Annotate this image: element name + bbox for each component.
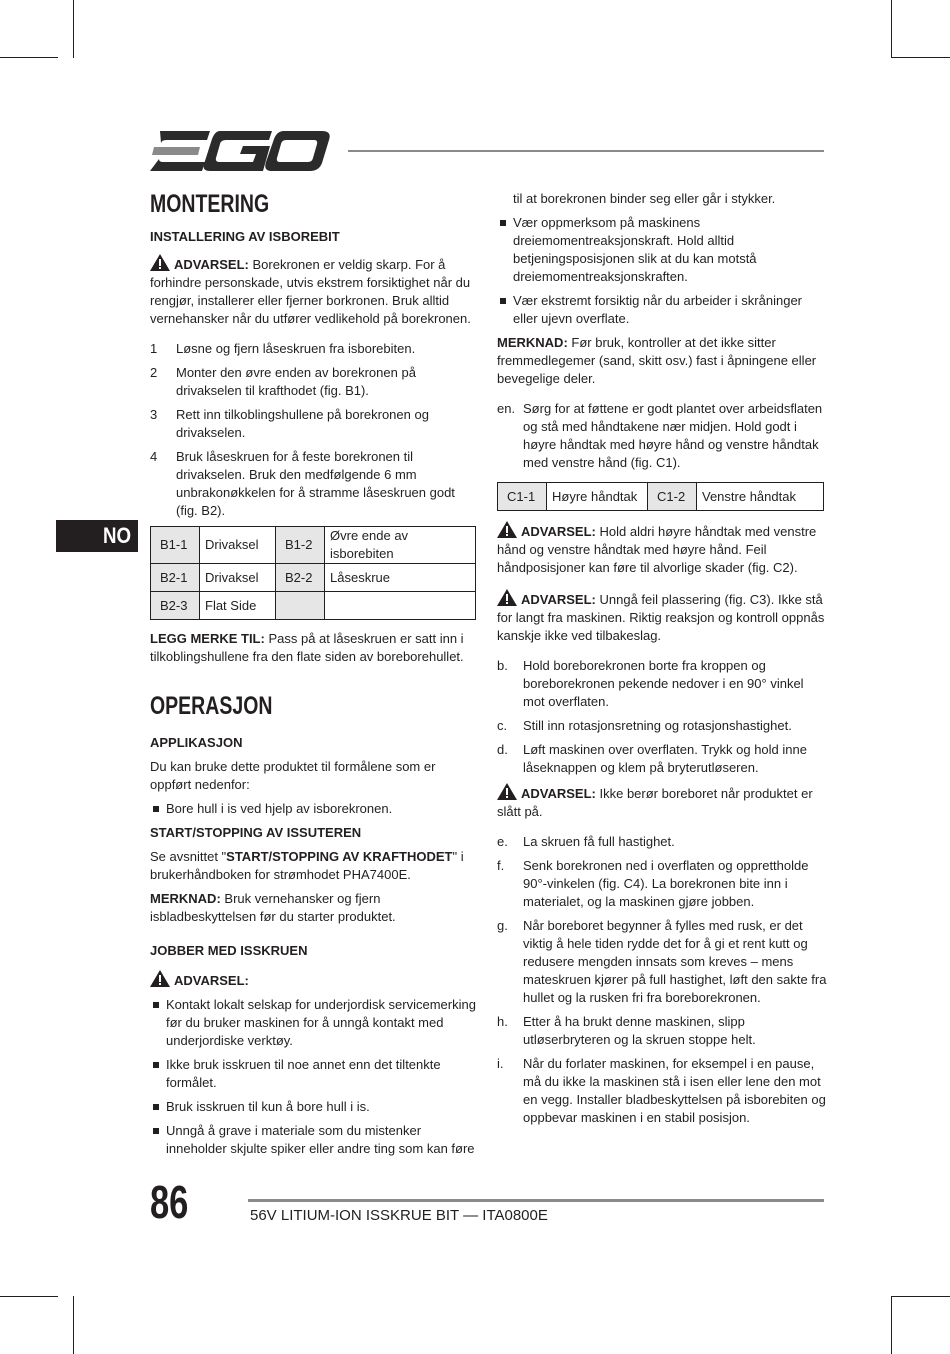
table-cell: Venstre håndtak bbox=[697, 483, 824, 511]
step-text: Løsne og fjern låseskruen fra isborebiten. bbox=[176, 341, 416, 356]
note-paragraph bbox=[150, 890, 477, 926]
warning-icon bbox=[497, 521, 517, 538]
section-title-operasjon: OPERASJON bbox=[150, 692, 273, 720]
table-cell: C1-2 bbox=[648, 483, 697, 511]
note-paragraph bbox=[497, 334, 827, 388]
table-cell: Drivaksel bbox=[200, 527, 276, 564]
list-item bbox=[497, 741, 827, 777]
list-item bbox=[497, 833, 827, 851]
step-text: Når du forlater maskinen, for eksempel i en pause, må du ikke la maskinen stå i isen eller lene den mot en vegg. Installer bladbeskyttelsen på isborebiten og oppbevar maskinen i en stabil posisjon. bbox=[523, 1056, 826, 1125]
bullet-icon bbox=[150, 1056, 166, 1092]
bullet-icon bbox=[150, 800, 166, 818]
step-text: Still inn rotasjonsretning og rotasjonshastighet. bbox=[523, 718, 792, 733]
right-column bbox=[497, 190, 827, 1133]
text-span: Se avsnittet " bbox=[150, 849, 227, 864]
step-number: c. bbox=[497, 718, 508, 733]
list-item bbox=[150, 996, 477, 1050]
step-number: i. bbox=[497, 1056, 504, 1071]
crop-mark bbox=[892, 1296, 950, 1297]
note-paragraph bbox=[150, 630, 477, 666]
footer-product: 56V LITIUM-ION ISSKRUE BIT — ITA0800E bbox=[250, 1207, 548, 1224]
warning-paragraph bbox=[497, 589, 827, 645]
step-number: 1 bbox=[150, 341, 158, 356]
warning-text: Borekronen er veldig skarp. For å forhindre personskade, utvis ekstrem forsiktighet når du rengjør, installerer eller fjerner borkronen. Bruk alltid vernehansker når du utfører vedlikehold på borekronen. bbox=[150, 257, 471, 326]
step-text: Sørg for at føttene er godt plantet over arbeidsflaten og stå med håndtakene nær midjen. Hold godt i høyre håndtak med høyre hånd og venstre håndtak med venstre hånd (fig. C1). bbox=[523, 401, 823, 470]
parts-table-b bbox=[150, 526, 476, 620]
subsection-title: JOBBER MED ISSKRUEN bbox=[150, 943, 308, 958]
bullet-text: Vær ekstremt forsiktig når du arbeider i skråninger eller ujevn overflate. bbox=[513, 293, 803, 326]
table-row bbox=[498, 483, 824, 511]
bullet-icon bbox=[497, 214, 513, 286]
section-title-montering: MONTERING bbox=[150, 190, 270, 218]
table-row bbox=[151, 564, 476, 592]
language-code: NO bbox=[102, 523, 131, 548]
note-label: MERKNAD: bbox=[150, 891, 221, 906]
warning-icon bbox=[497, 589, 517, 606]
step-number: d. bbox=[497, 742, 508, 757]
paragraph bbox=[150, 848, 477, 884]
subsection-title: APPLIKASJON bbox=[150, 735, 243, 750]
header-rule bbox=[348, 150, 824, 152]
step-text: La skruen få full hastighet. bbox=[523, 834, 675, 849]
steps-list bbox=[150, 340, 477, 520]
step-number: en. bbox=[497, 401, 516, 416]
list-item bbox=[497, 717, 827, 735]
step-number: f. bbox=[497, 858, 505, 873]
ego-logo bbox=[150, 131, 330, 171]
bullet-icon bbox=[497, 292, 513, 328]
warning-paragraph bbox=[497, 521, 827, 577]
step-number: 2 bbox=[150, 365, 158, 380]
subsection-title: INSTALLERING AV ISBOREBIT bbox=[150, 229, 340, 244]
step-text: Løft maskinen over overflaten. Trykk og hold inne låseknappen og klem på bryterutløseren. bbox=[523, 742, 807, 775]
table-cell: Drivaksel bbox=[200, 564, 276, 592]
list-item bbox=[150, 406, 477, 442]
table-cell: Flat Side bbox=[200, 592, 276, 620]
list-item bbox=[497, 1013, 827, 1049]
footer-rule bbox=[248, 1199, 824, 1202]
step-number: g. bbox=[497, 918, 508, 933]
list-item bbox=[150, 1056, 477, 1092]
warning-text: Hold aldri høyre håndtak med venstre hånd og venstre håndtak med høyre hånd. Feil håndposisjoner kan føre til alvorlige skader (fig. C2). bbox=[497, 524, 817, 575]
table-row bbox=[151, 527, 476, 564]
crop-mark bbox=[891, 0, 892, 58]
list-item bbox=[150, 1098, 477, 1116]
warning-text: Unngå feil plassering (fig. C3). Ikke stå for langt fra maskinen. Riktig reaksjon og kontroll oppnås kanskje ikke ved tilbakeslag. bbox=[497, 592, 825, 643]
list-item bbox=[497, 214, 827, 286]
table-cell: B1-2 bbox=[276, 527, 325, 564]
warning-paragraph bbox=[150, 254, 477, 328]
list-item bbox=[150, 340, 477, 358]
reference-text: START/STOPPING AV KRAFTHODET bbox=[226, 849, 453, 864]
step-number: 4 bbox=[150, 449, 158, 464]
table-cell: C1-1 bbox=[498, 483, 547, 511]
warning-icon bbox=[497, 783, 517, 800]
table-cell: Øvre ende av isborebiten bbox=[325, 527, 476, 564]
step-text: Hold boreborekronen borte fra kroppen og boreborekronen pekende nedover i en 90° vinkel mot overflaten. bbox=[523, 658, 804, 709]
note-label: LEGG MERKE TIL: bbox=[150, 631, 265, 646]
list-item bbox=[497, 657, 827, 711]
step-text: Senk borekronen ned i overflaten og opprettholde 90°-vinkelen (fig. C4). La borekronen bite inn i materialet, og la maskinen gjøre jobben. bbox=[523, 858, 809, 909]
step-text: Når boreboret begynner å fylles med rusk, er det viktig å hele tiden rydde det for å gi et rent kutt og redusere mengden innsats som kreves – mens mateskruen kjører på full hastighet, løft den sakte fra hullet og la rusken fri fra boreborekronen. bbox=[523, 918, 827, 1005]
table-cell: B2-3 bbox=[151, 592, 200, 620]
bullet-text: Bruk isskruen til kun å bore hull i is. bbox=[166, 1099, 370, 1114]
bullet-text: Bore hull i is ved hjelp av isborekronen. bbox=[166, 801, 393, 816]
note-text: Bruk vernehansker og fjern isbladbeskyttelsen før du starter produktet. bbox=[150, 891, 396, 924]
crop-mark bbox=[0, 1296, 58, 1297]
list-item bbox=[497, 857, 827, 911]
table-cell: Høyre håndtak bbox=[547, 483, 648, 511]
bullet-text: Vær oppmerksom på maskinens dreiemomentreaksjonskraft. Hold alltid betjeningsposisjonen slik at du kan motstå dreiemomentreaksjonskraften. bbox=[513, 215, 757, 284]
language-tab bbox=[56, 520, 138, 552]
list-item bbox=[497, 917, 827, 1007]
warning-paragraph bbox=[497, 783, 827, 821]
step-number: 3 bbox=[150, 407, 158, 422]
bullet-text: Unngå å grave i materiale som du mistenker inneholder skjulte spiker eller andre ting som kan føre bbox=[166, 1123, 475, 1156]
note-text: Før bruk, kontroller at det ikke sitter fremmedlegemer (sand, skitt osv.) fast i åpningene eller bevegelige deler. bbox=[497, 335, 817, 386]
step-text: Bruk låseskruen for å feste borekronen til drivakselen. Bruk den medfølgende 6 mm unbrakonøkkelen for å stramme låseskruen godt (fig. B2). bbox=[176, 449, 455, 518]
warning-heading bbox=[150, 970, 477, 990]
table-cell: Låseskrue bbox=[325, 564, 476, 592]
step-number: b. bbox=[497, 658, 508, 673]
step-number: e. bbox=[497, 834, 508, 849]
crop-mark bbox=[73, 1296, 74, 1354]
bullet-icon bbox=[150, 1122, 166, 1158]
step-text: Monter den øvre enden av borekronen på drivakselen til krafthodet (fig. B1). bbox=[176, 365, 416, 398]
crop-mark bbox=[891, 1296, 892, 1354]
table-cell: B1-1 bbox=[151, 527, 200, 564]
crop-mark bbox=[73, 0, 74, 58]
subsection-title: START/STOPPING AV ISSUTEREN bbox=[150, 825, 362, 840]
crop-mark bbox=[892, 57, 950, 58]
table-cell bbox=[276, 592, 325, 620]
warning-text: Ikke berør boreboret når produktet er slått på. bbox=[497, 786, 813, 819]
warning-icon bbox=[150, 254, 170, 271]
bullet-icon bbox=[150, 1098, 166, 1116]
warning-label: ADVARSEL: bbox=[521, 524, 596, 539]
page-number: 86 bbox=[150, 1176, 189, 1228]
paragraph: Du kan bruke dette produktet til formålene som er oppført nedenfor: bbox=[150, 759, 436, 792]
step-text: Rett inn tilkoblingshullene på borekronen og drivakselen. bbox=[176, 407, 429, 440]
list-item bbox=[150, 364, 477, 400]
bullet-text: Kontakt lokalt selskap for underjordisk servicemerking før du bruker maskinen for å unngå kontakt med underjordiske verktøy. bbox=[166, 997, 476, 1048]
table-cell bbox=[325, 592, 476, 620]
warning-label: ADVARSEL: bbox=[174, 973, 249, 988]
parts-table-c bbox=[497, 482, 824, 511]
paragraph: til at borekronen binder seg eller går i stykker. bbox=[513, 191, 776, 206]
left-column bbox=[150, 190, 477, 1164]
step-text: Etter å ha brukt denne maskinen, slipp utløserbryteren og la skruen stoppe helt. bbox=[523, 1014, 756, 1047]
note-label: MERKNAD: bbox=[497, 335, 568, 350]
table-row bbox=[151, 592, 476, 620]
list-item bbox=[497, 400, 827, 472]
text-span: " i brukerhåndboken for strømhodet PHA7400E. bbox=[150, 849, 464, 882]
bullet-text: Ikke bruk isskruen til noe annet enn det tiltenkte formålet. bbox=[166, 1057, 441, 1090]
warning-icon bbox=[150, 970, 170, 987]
warning-label: ADVARSEL: bbox=[174, 257, 249, 272]
list-item bbox=[497, 1055, 827, 1127]
crop-mark bbox=[0, 57, 58, 58]
table-cell: B2-1 bbox=[151, 564, 200, 592]
table-cell: B2-2 bbox=[276, 564, 325, 592]
bullet-icon bbox=[150, 996, 166, 1050]
note-text: Pass på at låseskruen er satt inn i tilkoblingshullene fra den flate siden av boreborehullet. bbox=[150, 631, 464, 664]
list-item bbox=[497, 292, 827, 328]
warning-label: ADVARSEL: bbox=[521, 592, 596, 607]
list-item bbox=[150, 448, 477, 520]
list-item bbox=[150, 800, 477, 818]
warning-label: ADVARSEL: bbox=[521, 786, 596, 801]
list-item bbox=[150, 1122, 477, 1158]
step-number: h. bbox=[497, 1014, 508, 1029]
